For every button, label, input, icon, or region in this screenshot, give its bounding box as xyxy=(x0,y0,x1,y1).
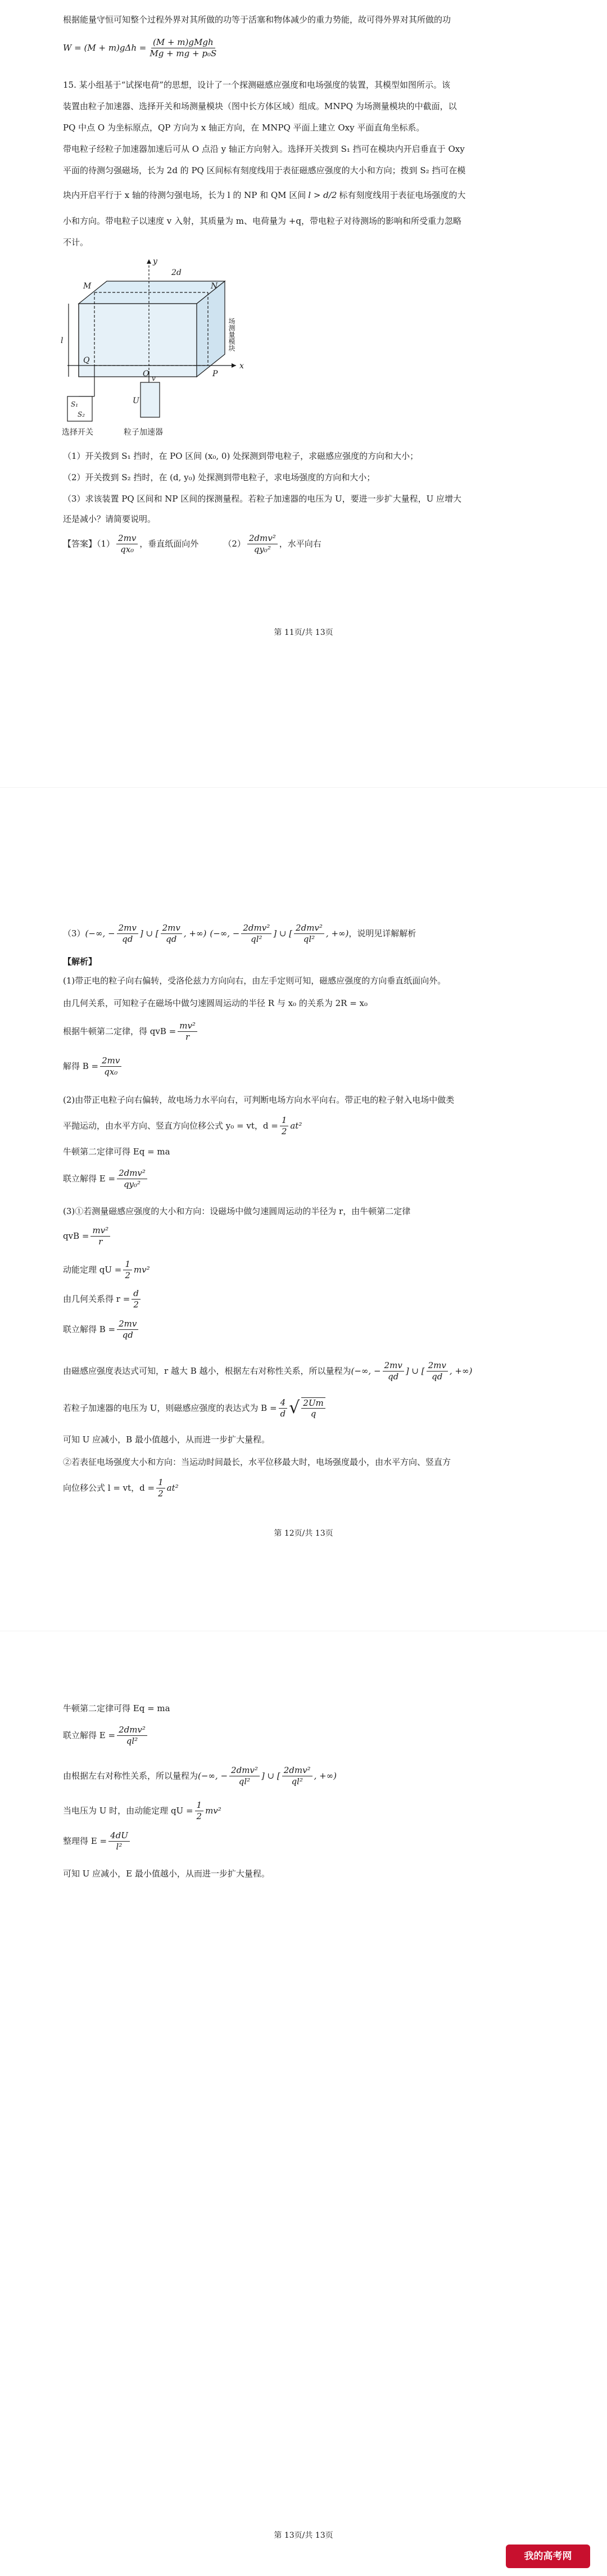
p13-line-4-tail: mv² xyxy=(205,1805,221,1816)
work-num: (M + m)gMgh xyxy=(151,37,215,48)
answer2-den: qy₀² xyxy=(253,544,271,554)
p13-line-2 xyxy=(63,1725,544,1747)
page-11 xyxy=(0,0,607,787)
p13-line-5-frac xyxy=(108,1830,130,1852)
range2-den-b: ql² xyxy=(303,933,315,944)
range2-den-a: ql² xyxy=(251,933,262,944)
step-14-frac-a xyxy=(383,1360,404,1382)
step-14-num-b: 2mv xyxy=(427,1360,448,1372)
step-8-frac xyxy=(117,1168,147,1190)
step-9: (3)①若测量磁感应强度的大小和方向：设磁场中做匀速圆周运动的半径为 r，由牛顿第二定律 xyxy=(63,1206,411,1216)
sub-question-3: （3）求该装置 PQ 区间和 NP 区间的探测量程。若粒子加速器的电压为 U，要进一步扩大量程，U 应增大 xyxy=(63,494,462,504)
answer-label: 【答案】（1） xyxy=(63,538,115,549)
q15-line3: PQ 中点 O 为坐标原点，QP 方向为 x 轴正方向，在 MNPQ 平面上建立 Oxy 平面直角坐标系。 xyxy=(63,123,425,133)
step-6-den: 2 xyxy=(281,1126,287,1136)
p13-line-6: 可知 U 应减小，E 最小值越小，从而进一步扩大量程。 xyxy=(63,1869,270,1879)
step-12 xyxy=(63,1288,544,1310)
label-v: v xyxy=(152,375,156,382)
answer2-fraction xyxy=(247,533,278,555)
step-14-den-a: qd xyxy=(388,1371,399,1382)
step-10-num: mv² xyxy=(90,1225,110,1237)
p13-range-num-a: 2dmv² xyxy=(229,1765,260,1776)
p13-range-num-b: 2dmv² xyxy=(282,1765,312,1776)
step-1: (1)带正电的粒子向右偏转，受洛伦兹力方向向右，由左手定则可知，磁感应强度的方向垂直纸面向外。 xyxy=(63,976,446,986)
step-12-num: d xyxy=(132,1288,141,1300)
q15-line8: 不计。 xyxy=(63,237,89,247)
range2-a: (−∞, − xyxy=(210,928,240,939)
caption-accelerator: 粒子加速器 xyxy=(124,428,163,437)
step-18-den: 2 xyxy=(158,1488,164,1499)
label-N: N xyxy=(211,282,218,291)
label-S1: S₁ xyxy=(71,400,79,408)
step-12-den: 2 xyxy=(133,1299,139,1310)
intro-text: 根据能量守恒可知整个过程外界对其所做的功等于活塞和物体减少的重力势能，故可得外界对其所做的功 xyxy=(63,15,451,25)
step-15-frac xyxy=(279,1397,288,1419)
step-6-text: 平抛运动，由水平方向、竖直方向位移公式 y₀ = vt，d = xyxy=(63,1120,278,1131)
label-module: 场测量模块 xyxy=(228,318,235,351)
step-15 xyxy=(63,1395,544,1422)
answer2-prefix: （2） xyxy=(223,538,246,549)
step-17: ②若表征电场强度大小和方向：当运动时间最长，水平位移最大时，电场强度最小，由水平方向、竖直方 xyxy=(63,1457,451,1467)
p13-range-b: ] ∪ [ xyxy=(261,1770,280,1781)
label-x: x xyxy=(239,362,244,371)
p13-range-frac-b xyxy=(282,1765,312,1787)
step-18-text: 向位移公式 l = vt，d = xyxy=(63,1482,155,1493)
range2-frac-a xyxy=(241,923,271,945)
step-4-num: 2mv xyxy=(100,1055,121,1067)
analysis-label: 【解析】 xyxy=(63,957,97,967)
range1-num-a: 2mv xyxy=(117,923,138,934)
step-14-frac-b xyxy=(427,1360,448,1382)
q15-condition: l > d/2 xyxy=(308,190,337,200)
step-8 xyxy=(63,1168,544,1190)
step-14-range-b: ] ∪ [ xyxy=(405,1365,425,1376)
range2-num-b: 2dmv² xyxy=(294,923,324,934)
caption-switch: 选择开关 xyxy=(62,428,93,437)
page-footer-13: 第 13页/共 13页 xyxy=(274,2531,333,2540)
range2-num-a: 2dmv² xyxy=(241,923,271,934)
apparatus-figure xyxy=(56,256,270,441)
step-14-range-a: (−∞, − xyxy=(351,1365,381,1376)
work-lhs: W = (M + m)gΔh = xyxy=(63,42,147,53)
p13-range-frac-a xyxy=(229,1765,260,1787)
step-11-text: 动能定理 qU = xyxy=(63,1264,122,1275)
step-13-frac xyxy=(117,1319,138,1341)
step-13-text: 联立解得 B = xyxy=(63,1324,116,1334)
p13-line-5-num: 4dU xyxy=(108,1830,130,1842)
range1-b: ] ∪ [ xyxy=(139,928,159,939)
answer3-line xyxy=(63,923,544,945)
page-12 xyxy=(0,788,607,1631)
step-14-text: 由磁感应强度表达式可知，r 越大 B 越小，根据左右对称性关系，所以量程为 xyxy=(63,1365,351,1376)
q15-line7: 小和方向。带电粒子以速度 v 入射，其质量为 m、电荷量为 +q，带电粒子对待测场的影响和所受重力忽略 xyxy=(63,216,461,226)
answer2-num: 2dmv² xyxy=(247,533,278,544)
q15-line1: 15. 某小组基于“试探电荷”的思想，设计了一个探测磁感应强度和电场强度的装置，其模型如图所示。该 xyxy=(63,80,450,90)
step-11-den: 2 xyxy=(125,1270,130,1280)
p13-line-4-text: 当电压为 U 时，由动能定理 qU = xyxy=(63,1805,193,1816)
range2-c: , +∞) xyxy=(325,928,349,939)
page-footer-12: 第 12页/共 13页 xyxy=(274,1529,333,1538)
label-O: O xyxy=(143,369,150,378)
label-M: M xyxy=(83,282,92,291)
answer3-prefix: （3） xyxy=(63,928,85,939)
answer3-tail: ，说明见详解解析 xyxy=(348,928,416,939)
label-P: P xyxy=(212,369,218,378)
q15-line6-b: 标有刻度线用于表征电场强度的大 xyxy=(339,190,466,200)
step-15-sqrt-frac xyxy=(301,1397,325,1420)
step-7: 牛顿第二定律可得 Eq = ma xyxy=(63,1147,170,1157)
step-16: 可知 U 应减小，B 最小值越小，从而进一步扩大量程。 xyxy=(63,1434,270,1445)
answer-line xyxy=(63,533,544,555)
step-13-den: qd xyxy=(122,1329,133,1340)
work-equation xyxy=(63,37,544,59)
p13-range-den-a: ql² xyxy=(238,1776,251,1786)
step-10-text: qvB = xyxy=(63,1230,89,1241)
p13-line-3 xyxy=(63,1765,544,1787)
step-13-num: 2mv xyxy=(117,1319,138,1330)
step-6-num: 1 xyxy=(280,1115,289,1126)
p13-line-3-text: 由根据左右对称性关系，所以量程为 xyxy=(63,1770,198,1781)
p13-line-4 xyxy=(63,1800,544,1822)
sub-question-1: （1）开关拨到 S₁ 挡时，在 PO 区间 (x₀, 0) 处探测到带电粒子，求磁感应强度的方向和大小； xyxy=(63,451,419,461)
q15-line6 xyxy=(63,189,544,202)
p13-range-a: (−∞, − xyxy=(198,1770,228,1781)
range1-den-b: qd xyxy=(166,933,177,944)
step-2: 由几何关系，可知粒子在磁场中做匀速圆周运动的半径 R 与 x₀ 的关系为 2R = x₀ xyxy=(63,998,368,1008)
range1-c: , +∞) xyxy=(183,928,207,939)
sqrt-sign: √ xyxy=(289,1398,300,1418)
step-11-tail: mv² xyxy=(133,1264,150,1275)
answer1-den: qx₀ xyxy=(120,544,134,554)
step-6-frac xyxy=(280,1115,289,1137)
step-10-den: r xyxy=(98,1236,103,1247)
site-logo[interactable]: 我的高考网 xyxy=(506,2545,590,2568)
p13-range-c: , +∞) xyxy=(314,1770,337,1781)
sub-question-3b: 还是减小？请简要说明。 xyxy=(63,514,156,524)
p13-line-5-den: l² xyxy=(116,1841,123,1852)
step-14-range-c: , +∞) xyxy=(449,1365,473,1376)
p13-line-5-text: 整理得 E = xyxy=(63,1835,107,1846)
p13-line-2-num: 2dmv² xyxy=(117,1725,147,1736)
step-11-num: 1 xyxy=(123,1259,132,1270)
step-3-den: r xyxy=(185,1031,190,1042)
step-10 xyxy=(63,1225,544,1247)
sub-question-2: （2）开关拨到 S₂ 挡时，在 (d, y₀) 处探测到带电粒子，求电场强度的方向和大小； xyxy=(63,472,375,482)
label-y: y xyxy=(153,257,157,266)
step-12-text: 由几何关系得 r = xyxy=(63,1293,130,1304)
step-18-num: 1 xyxy=(156,1477,165,1488)
range1-num-b: 2mv xyxy=(161,923,182,934)
step-14-num-a: 2mv xyxy=(383,1360,404,1372)
step-15-sqrt-den: q xyxy=(310,1409,316,1419)
answer2-tail: ，水平向右 xyxy=(279,538,321,549)
p13-line-1: 牛顿第二定律可得 Eq = ma xyxy=(63,1703,170,1713)
answer1-fraction xyxy=(116,533,138,555)
step-18-frac xyxy=(156,1477,165,1499)
step-3-num: mv² xyxy=(178,1021,197,1032)
step-14 xyxy=(63,1360,544,1382)
q15-line6-a: 块内开启平行于 x 轴的待测匀强电场，长为 l 的 NP 和 QM 区间 xyxy=(63,190,306,200)
step-4-text: 解得 B = xyxy=(63,1061,99,1071)
step-4-frac xyxy=(100,1055,121,1077)
step-10-frac xyxy=(90,1225,110,1247)
p13-line-4-frac xyxy=(195,1800,204,1822)
step-18 xyxy=(63,1477,544,1499)
p13-line-2-text: 联立解得 E = xyxy=(63,1730,116,1740)
step-6-tail: at² xyxy=(290,1120,302,1131)
answer1-tail: ，垂直纸面向外 xyxy=(139,538,199,549)
label-l: l xyxy=(61,336,64,345)
q15-line5: 平面的待测匀强磁场，长为 2d 的 PQ 区间标有刻度线用于表征磁感应强度的大小和方向；拨到 S₂ 挡可在模 xyxy=(63,165,466,175)
step-11 xyxy=(63,1259,544,1281)
label-2d: 2d xyxy=(171,268,182,277)
answer1-num: 2mv xyxy=(116,533,138,544)
step-4 xyxy=(63,1055,544,1077)
q15-line2: 装置由粒子加速器、选择开关和场测量模块（图中长方体区域）组成。MNPQ 为场测量模块的中截面，以 xyxy=(63,101,457,111)
label-S2: S₂ xyxy=(78,410,85,418)
step-15-text: 若粒子加速器的电压为 U，则磁感应强度的表达式为 B = xyxy=(63,1402,277,1413)
range1-den-a: qd xyxy=(122,933,133,944)
page-footer-11: 第 11页/共 13页 xyxy=(274,628,333,637)
step-15-num: 4 xyxy=(279,1397,288,1409)
range2-b: ] ∪ [ xyxy=(273,928,293,939)
step-14-den-b: qd xyxy=(432,1371,443,1382)
step-8-text: 联立解得 E = xyxy=(63,1173,116,1184)
page-13 xyxy=(0,1631,607,2576)
p13-line-4-num: 1 xyxy=(195,1800,204,1811)
p13-line-2-den: ql² xyxy=(126,1735,138,1746)
q15-line4: 带电粒子经粒子加速器加速后可从 O 点沿 y 轴正方向射入。选择开关拨到 S₁ 挡可在模块内开启垂直于 Oxy xyxy=(63,144,465,154)
step-18-tail: at² xyxy=(166,1482,179,1493)
work-fraction xyxy=(148,37,218,59)
p13-line-4-den: 2 xyxy=(196,1811,202,1821)
step-15-den: d xyxy=(280,1408,286,1419)
range2-frac-b xyxy=(294,923,324,945)
range1-a: (−∞, − xyxy=(85,928,115,939)
p13-line-2-frac xyxy=(117,1725,147,1747)
work-den: Mg + mg + p₀S xyxy=(150,48,217,58)
p13-range-den-b: ql² xyxy=(291,1776,303,1786)
step-15-sqrt-num: 2Um xyxy=(301,1398,325,1409)
step-3 xyxy=(63,1021,544,1043)
step-4-den: qx₀ xyxy=(104,1066,118,1077)
step-3-text: 根据牛顿第二定律，得 qvB = xyxy=(63,1026,176,1036)
step-3-frac xyxy=(178,1021,197,1043)
label-Q: Q xyxy=(83,356,90,365)
step-13 xyxy=(63,1319,544,1341)
range1-frac-a xyxy=(117,923,138,945)
step-12-frac xyxy=(132,1288,141,1310)
label-U: U xyxy=(133,396,139,405)
p13-line-5 xyxy=(63,1830,544,1852)
step-11-frac xyxy=(123,1259,132,1281)
step-8-num: 2dmv² xyxy=(117,1168,147,1179)
step-5: (2)由带正电粒子向右偏转，故电场力水平向右，可判断电场方向水平向右。带正电的粒子射入电场中做类 xyxy=(63,1095,455,1105)
range1-frac-b xyxy=(161,923,182,945)
step-8-den: qy₀² xyxy=(123,1179,141,1189)
step-6 xyxy=(63,1115,544,1137)
